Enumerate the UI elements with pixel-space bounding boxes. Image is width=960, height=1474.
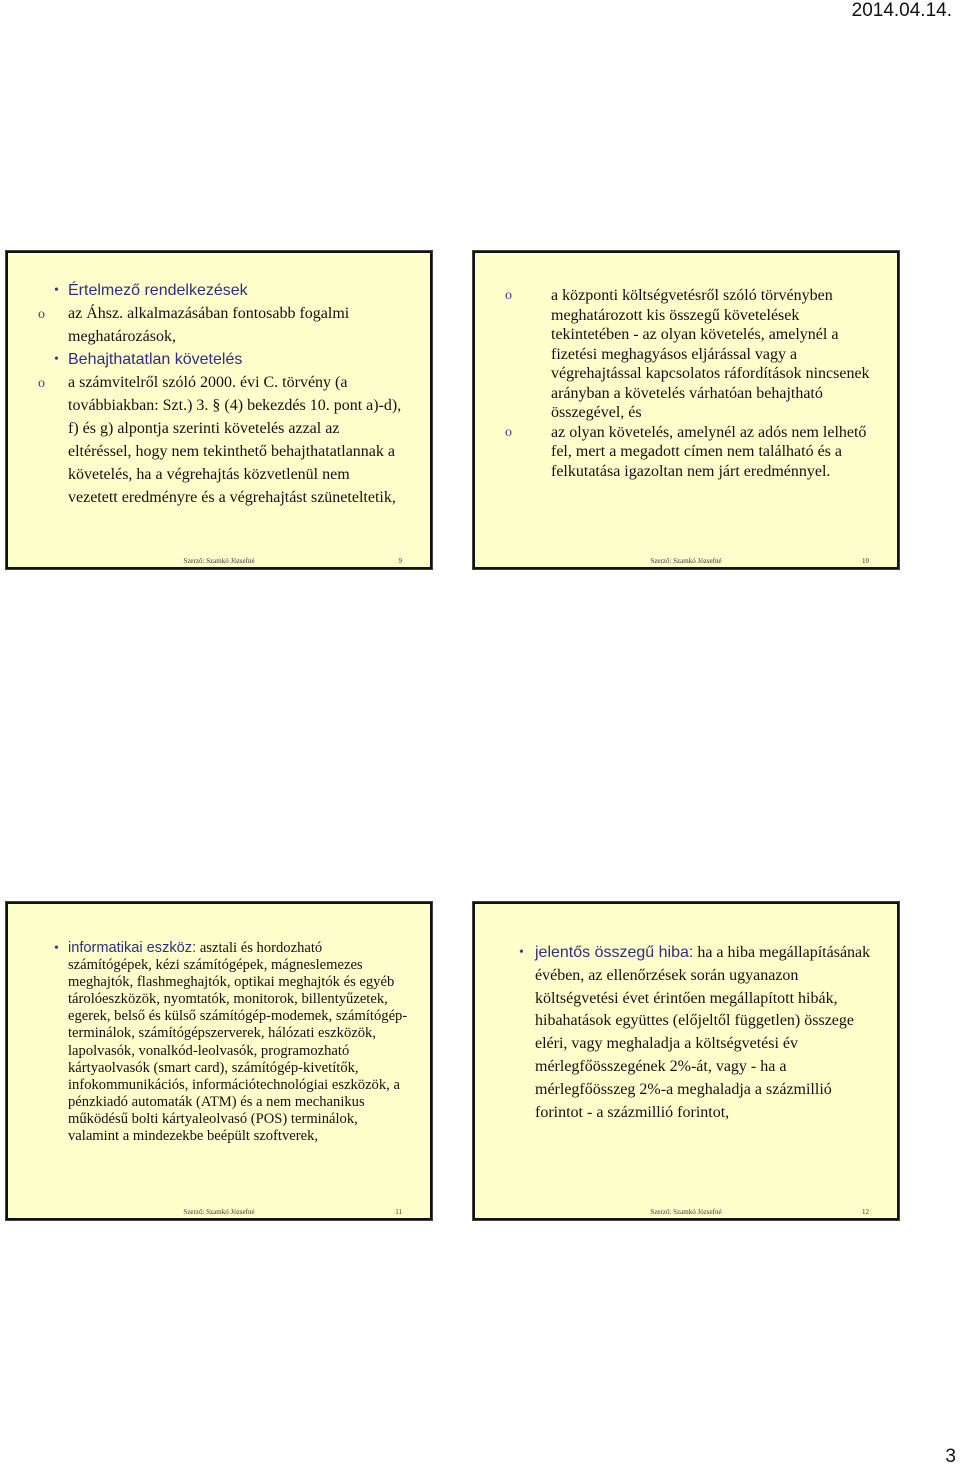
slide-heading: Értelmező rendelkezések <box>68 282 248 299</box>
page-number: 3 <box>945 1446 956 1467</box>
definition-text: ha a hiba megállapításának évében, az ellenőrzések során ugyanazon költségvetési évet érintően megállapított hibák, hibahatások együttes (előjeltől független) összege eléri, vagy meghaladja a költségvetési év mérlegfőösszegének 2%-át, vagy - ha a mérlegfőösszeg 2%-a meghaladja a százmillió forintot - a százmillió forintot, <box>535 944 871 1121</box>
slide-body <box>8 279 430 509</box>
slide-author: Szerző: Szamkó Józsefné <box>183 1208 255 1216</box>
sub-bullet-item <box>38 302 402 348</box>
bullet-item <box>519 942 871 1124</box>
slide-number: 11 <box>395 1208 402 1216</box>
sub-bullet-text: az Áhsz. alkalmazásában fontosabb fogalmi meghatározások, <box>68 305 350 345</box>
sub-bullet-item <box>505 423 871 482</box>
slide-9 <box>6 251 432 569</box>
sub-bullet-item <box>38 371 402 509</box>
page-date: 2014.04.14. <box>851 0 952 21</box>
sub-bullet-text: az olyan követelés, amelynél az adós nem lelhető fel, mert a megadott címen nem található és a felkutatása igazoltan nem járt eredménnyel. <box>551 423 867 480</box>
bullet-icon: • <box>519 945 524 960</box>
slide-12 <box>473 902 899 1220</box>
sub-bullet-item <box>505 286 871 423</box>
slide-number: 9 <box>398 557 402 565</box>
slide-heading: Behajthatatlan követelés <box>68 351 243 368</box>
slide-number: 12 <box>862 1208 869 1216</box>
bullet-icon: • <box>54 941 59 956</box>
bullet-icon: • <box>54 283 59 298</box>
definition-text: asztali és hordozható számítógépek, kézi számítógépek, mágneslemezes meghajtók, flashmeghajtók, optikai meghajtók és egyéb tárolóeszközök, nyomtatók, monitorok, billentyűzetek, egerek, belső és külső számítógép-modemek, számítógép-terminálok, számítógépszerverek, hálózati eszközök, lapolvasók, vonalkód-leolvasók, programozható kártyaolvasók (smart card), számítógép-kivetítők, infokommunikációs, információtechnológiai eszközök, a pénzkiadó automaták (ATM) és a nem mechanikus működésű bolti kártyaleolvasó (POS) terminálok, valamint a mindezekbe beépült szoftverek, <box>68 940 408 1145</box>
slide-number: 10 <box>862 557 869 565</box>
slide-author: Szerző: Szamkó Józsefné <box>650 1208 722 1216</box>
sub-bullet-text: a központi költségvetésről szóló törvényben meghatározott kis összegű követelések tekintetében - az olyan követelés, amelynél a fizetési meghagyásos eljárással vagy a végrehajtással kapcsolatos ráfordítások nincsenek arányban a követelés várhatóan behajtható összegével, és <box>551 287 870 421</box>
bullet-item <box>54 279 402 302</box>
slide-author: Szerző: Szamkó Józsefné <box>183 557 255 565</box>
sub-bullet-text: a számvitelről szóló 2000. évi C. törvény (a továbbiakban: Szt.) 3. § (4) bekezdés 10. pont a)-d), f) és g) alpontja szerinti követelés azzal az eltéréssel, hogy nem tekinthető behajthatatlannak a követelés, ha a végrehajtás közvetlenül nem vezetett eredményre és a végrehajtást szüneteltetik, <box>68 374 402 506</box>
definition-term: informatikai eszköz: <box>68 940 197 956</box>
bullet-item <box>54 940 408 1145</box>
slide-body <box>475 942 897 1124</box>
bullet-icon: • <box>54 352 59 367</box>
slide-body <box>475 286 897 481</box>
slide-10 <box>473 251 899 569</box>
sub-bullet-icon: o <box>505 288 512 303</box>
slide-author: Szerző: Szamkó Józsefné <box>650 557 722 565</box>
definition-term: jelentős összegű hiba: <box>535 944 694 961</box>
slide-11 <box>6 902 432 1220</box>
sub-bullet-icon: o <box>38 307 45 322</box>
sub-bullet-icon: o <box>505 424 512 440</box>
slide-body <box>8 940 430 1145</box>
sub-bullet-icon: o <box>38 376 45 391</box>
bullet-item <box>54 348 402 371</box>
